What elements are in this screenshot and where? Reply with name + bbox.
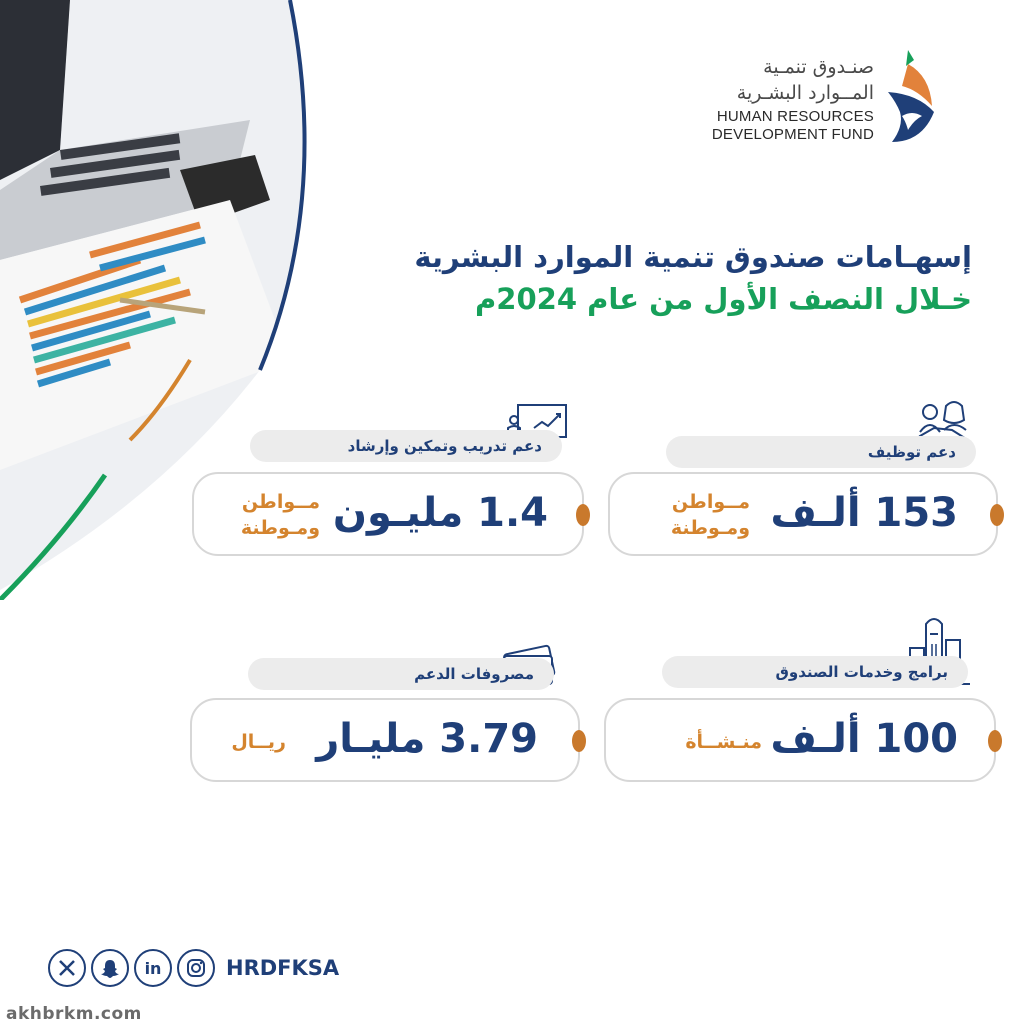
stat-programs-marker — [988, 730, 1002, 752]
logo-arabic-line1: صنـدوق تنمـية — [763, 56, 874, 78]
stat-employment-unit-line2: ومـوطنة — [670, 517, 750, 539]
stat-spending-label: مصروفات الدعم — [248, 658, 554, 690]
x-icon[interactable] — [48, 949, 86, 987]
logo-english-line2: DEVELOPMENT FUND — [711, 126, 874, 143]
stat-training-box — [192, 472, 584, 556]
logo-english-line1: HUMAN RESOURCES — [716, 108, 874, 125]
social-links — [48, 948, 339, 988]
hrdf-emblem-icon — [878, 46, 938, 146]
stat-spending-marker — [572, 730, 586, 752]
stat-programs-value: 100 ألـف — [770, 716, 958, 762]
title-line1: إسهـامات صندوق تنمية الموارد البشرية — [414, 240, 972, 274]
stat-employment-label: دعم توظيف — [666, 436, 976, 468]
hrdf-logo — [664, 46, 964, 156]
stat-training-unit-line1: مــواطن — [241, 491, 320, 513]
social-handle[interactable]: HRDFKSA — [226, 956, 340, 980]
stat-training-marker — [576, 504, 590, 526]
stat-spending-value: 3.79 مليـار — [316, 716, 538, 762]
stat-programs-box — [604, 698, 996, 782]
stat-employment-marker — [990, 504, 1004, 526]
logo-arabic-line2: المــوارد البشـرية — [736, 82, 874, 104]
stat-training-value: 1.4 مليـون — [332, 490, 548, 536]
title-line2: خـلال النصف الأول من عام 2024م — [475, 282, 972, 316]
stat-programs-unit: منـشــأة — [685, 731, 762, 753]
stat-programs-label: برامج وخدمات الصندوق — [662, 656, 968, 688]
stat-training-unit-line2: ومـوطنة — [240, 517, 320, 539]
stat-training-label: دعم تدريب وتمكين وإرشاد — [250, 430, 562, 462]
stat-employment-box — [608, 472, 998, 556]
stat-spending-box — [190, 698, 580, 782]
stat-employment-value: 153 ألـف — [770, 490, 958, 536]
instagram-icon[interactable] — [177, 949, 215, 987]
watermark: akhbrkm.com — [6, 1004, 142, 1024]
stat-employment-unit-line1: مــواطن — [671, 491, 750, 513]
page-title — [414, 240, 972, 316]
stat-spending-unit: ريــال — [231, 731, 286, 753]
snapchat-icon[interactable] — [91, 949, 129, 987]
linkedin-icon[interactable]: in — [134, 949, 172, 987]
